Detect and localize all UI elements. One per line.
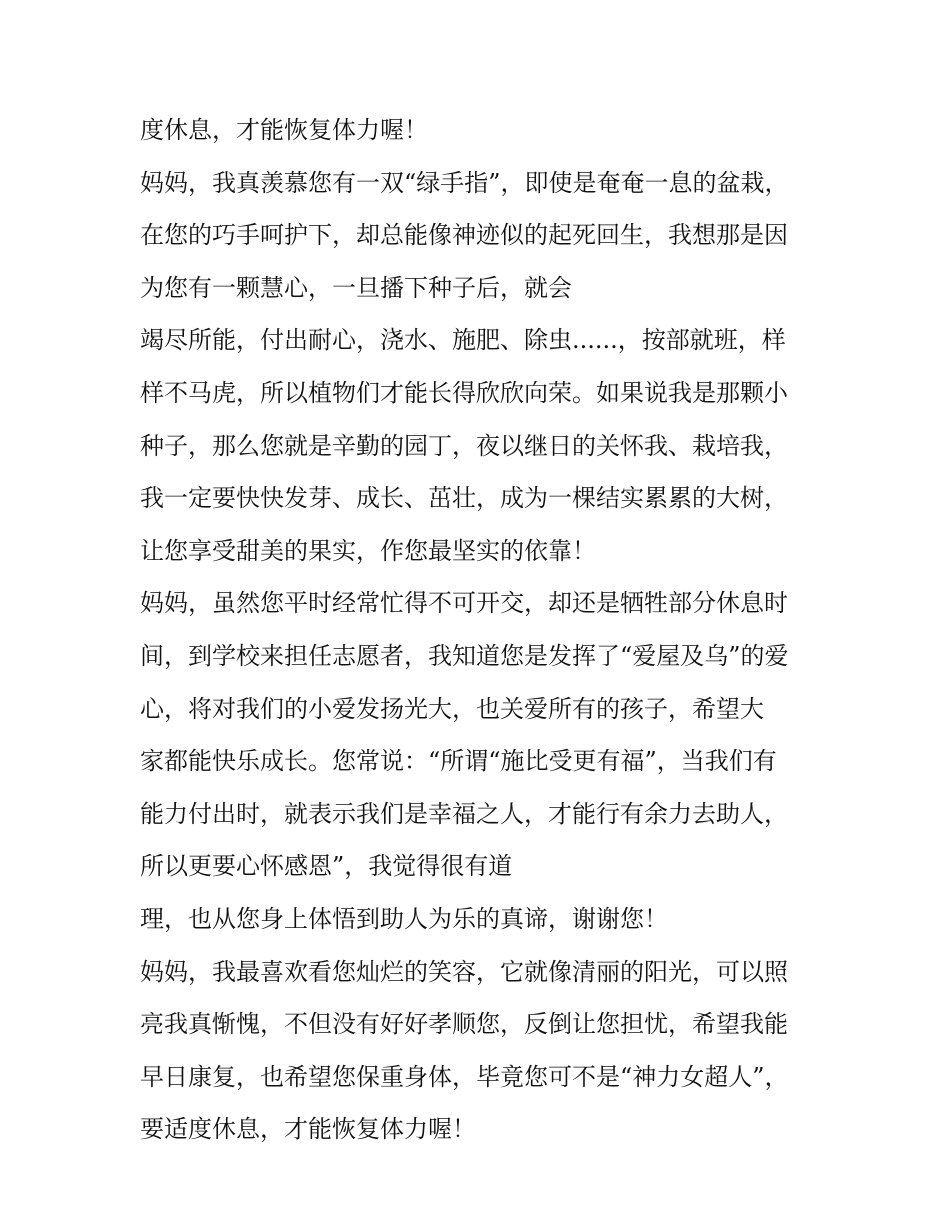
text-line: 妈妈，我最喜欢看您灿烂的笑容，它就像清丽的阳光，可以照 — [140, 957, 788, 986]
text-line: 样不马虎，所以植物们才能长得欣欣向荣。如果说我是那颗小 — [140, 378, 788, 407]
text-line: 理，也从您身上体悟到助人为乐的真谛，谢谢您！ — [140, 904, 668, 933]
text-line: 为您有一颗慧心，一旦播下种子后，就会 — [140, 273, 572, 302]
text-line: 种子，那么您就是辛勤的园丁，夜以继日的关怀我、栽培我， — [140, 431, 788, 460]
text-line: 竭尽所能，付出耐心，浇水、施肥、除虫......，按部就班，样 — [140, 326, 786, 355]
text-line: 心，将对我们的小爱发扬光大，也关爱所有的孩子，希望大 — [140, 694, 764, 723]
text-line: 亮我真惭愧，不但没有好好孝顺您，反倒让您担忧，希望我能 — [140, 1010, 788, 1039]
text-line: 间，到学校来担任志愿者，我知道您是发挥了“爱屋及乌”的爱 — [140, 641, 789, 670]
text-line: 所以更要心怀感恩”，我觉得很有道 — [140, 852, 513, 881]
document-body — [140, 110, 830, 1162]
text-line: 能力付出时，就表示我们是幸福之人，才能行有余力去助人， — [140, 799, 788, 828]
text-line: 让您享受甜美的果实，作您最坚实的依靠！ — [140, 536, 596, 565]
text-line: 妈妈，我真羡慕您有一双“绿手指”，即使是奄奄一息的盆栽， — [140, 168, 789, 197]
text-line: 早日康复，也希望您保重身体，毕竟您可不是“神力女超人”， — [140, 1062, 789, 1091]
text-line: 妈妈，虽然您平时经常忙得不可开交，却还是牺牲部分休息时 — [140, 589, 788, 618]
text-line: 在您的巧手呵护下，却总能像神迹似的起死回生，我想那是因 — [140, 221, 788, 250]
text-line: 我一定要快快发芽、成长、茁壮，成为一棵结实累累的大树， — [140, 484, 788, 513]
text-line: 家都能快乐成长。您常说：“所谓“施比受更有福”，当我们有 — [140, 747, 777, 776]
text-line: 要适度休息，才能恢复体力喔！ — [140, 1115, 476, 1144]
text-line: 度休息，才能恢复体力喔！ — [140, 116, 428, 144]
